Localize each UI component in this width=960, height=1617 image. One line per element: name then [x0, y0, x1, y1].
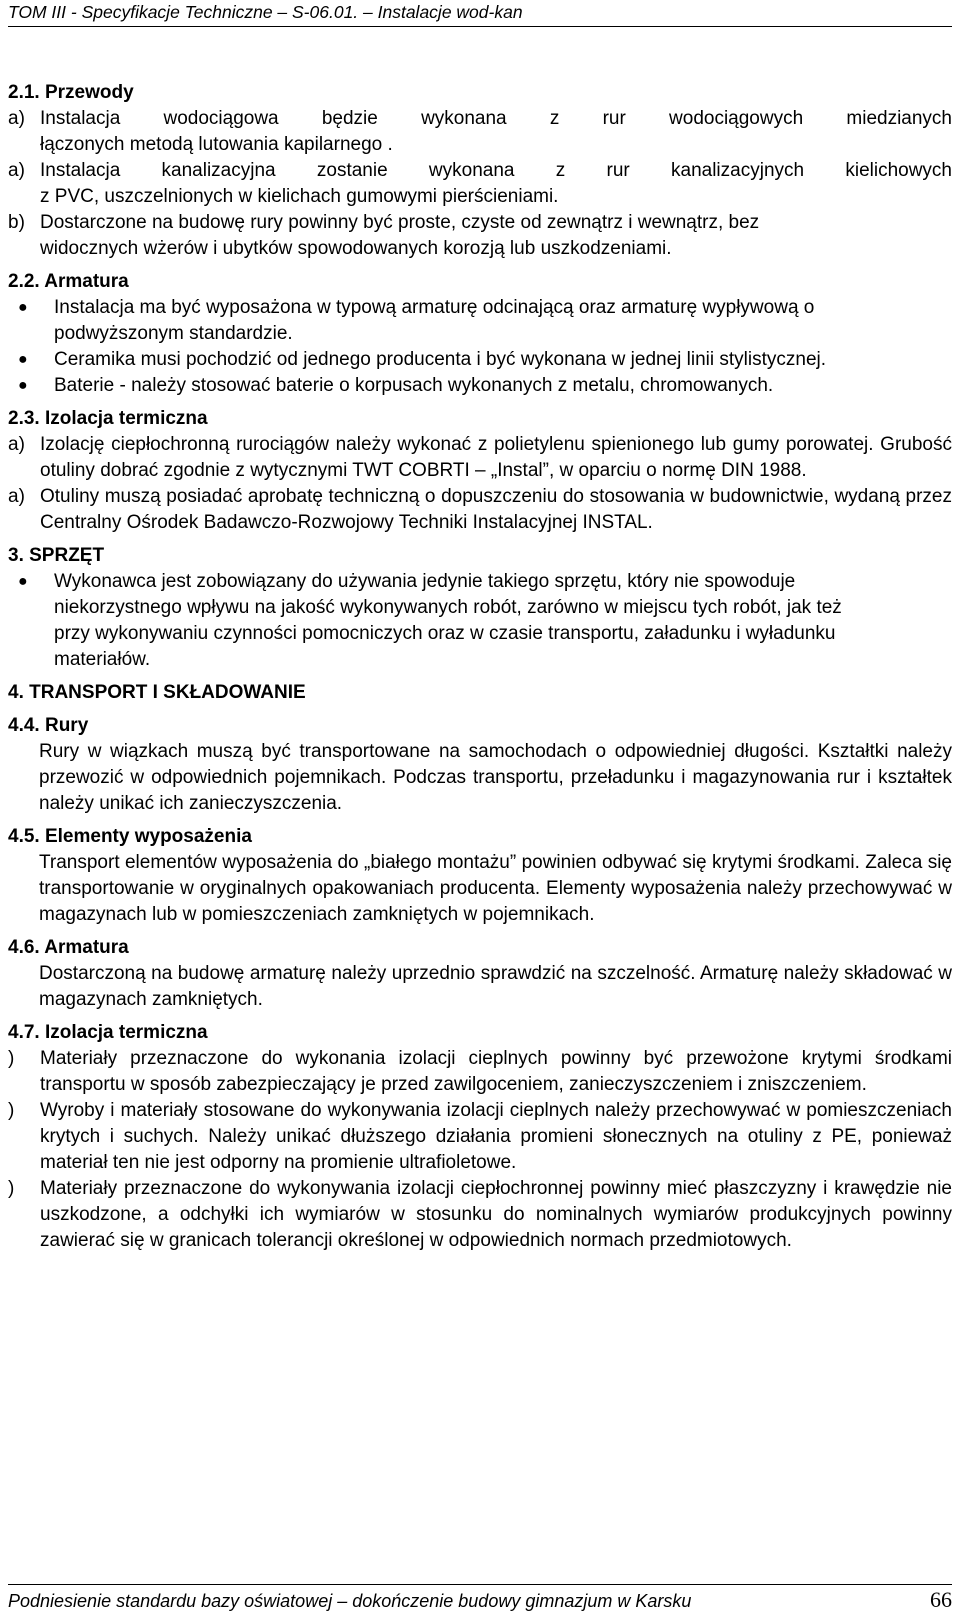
section-heading-3: 3. SPRZĘT — [8, 545, 105, 566]
paragraph: Dostarczoną na budowę armaturę należy uprzednio sprawdzić na szczelność. Armaturę należy składować w magazynach zamkniętych. — [39, 963, 952, 1010]
paragraph: Materiały przeznaczone do wykonywania izolacji ciepłochronnej powinny mieć płaszczyzny i krawędzie nie uszkodzone, a odchyłki ich wymiarów w stosunku do nominalnych wymiarów produkcyjnych powinny zawierać się w granicach tolerancji określonej w odpowiednich normach przedmiotowych. — [40, 1178, 952, 1251]
paragraph: Izolację ciepłochronną rurociągów należy wykonać z polietylenu spienionego lub gumy porowatej. Grubość otuliny dobrać zgodnie z wytycznymi TWT COBRTI – „Instal”, w oparciu o normę DIN 1988. — [40, 434, 952, 481]
paragraph: Materiały przeznaczone do wykonania izolacji cieplnych powinny być przewożone krytymi środkami transportu w sposób zabezpieczający je przed zawilgoceniem, zanieczyszczeniem i zniszczeniem. — [40, 1048, 952, 1095]
paragraph-line: Dostarczone na budowę rury powinny być proste, czyste od zewnątrz i wewnątrz, bez — [40, 212, 760, 233]
section-heading-4-5: 4.5. Elementy wyposażenia — [8, 826, 252, 847]
bullet-text: Ceramika musi pochodzić od jednego producenta i być wykonana w jednej linii stylistycznej. — [54, 349, 827, 370]
paragraph-line: łączonych metodą lutowania kapilarnego . — [40, 134, 393, 155]
page-header: TOM III - Specyfikacje Techniczne – S-06.01. – Instalacje wod-kan — [8, 2, 952, 27]
list-item — [8, 1098, 952, 1176]
list-marker: a) — [8, 108, 25, 129]
bullet-icon: ● — [18, 351, 28, 368]
list-item — [8, 484, 952, 536]
list-marker: ) — [8, 1100, 15, 1121]
bullet-text: Instalacja ma być wyposażona w typową armaturę odcinającą oraz armaturę wypływową o podwyższonym standardzie. — [54, 297, 815, 344]
section-heading-2-2: 2.2. Armatura — [8, 271, 129, 292]
section-heading-2-1: 2.1. Przewody — [8, 82, 134, 103]
section-heading-2-3: 2.3. Izolacja termiczna — [8, 408, 208, 429]
section-heading-4-7: 4.7. Izolacja termiczna — [8, 1022, 208, 1043]
paragraph-line: widocznych wżerów i ubytków spowodowanych korozją lub uszkodzeniami. — [40, 238, 672, 259]
page-number: 66 — [930, 1587, 952, 1612]
list-marker: ) — [8, 1178, 15, 1199]
document-body — [8, 80, 952, 1254]
bullet-item — [15, 347, 952, 373]
list-marker: a) — [8, 434, 25, 455]
bullet-text: Wykonawca jest zobowiązany do używania jedynie takiego sprzętu, który nie spowoduje niekorzystnego wpływu na jakość wykonywanych robót, zarówno w miejscu tych robót, jak też przy wykonywaniu czynności pomocniczych oraz w czasie transportu, załadunku i wyładunku materiałów. — [54, 571, 842, 670]
bullet-text: Baterie - należy stosować baterie o korpusach wykonanych z metalu, chromowanych. — [54, 375, 774, 396]
page-footer — [8, 1584, 952, 1613]
list-marker: ) — [8, 1048, 15, 1069]
bullet-icon: ● — [18, 573, 28, 590]
list-marker: b) — [8, 212, 25, 233]
bullet-icon: ● — [18, 377, 28, 394]
paragraph: Wyroby i materiały stosowane do wykonywania izolacji cieplnych należy przechowywać w pomieszczeniach krytych i suchych. Należy unikać dłuższego działania promieni słonecznych na otuliny z PE, ponieważ materiał ten nie jest odporny na promienie ultrafioletowe. — [40, 1100, 952, 1173]
bullet-item — [15, 295, 952, 347]
list-item — [8, 210, 952, 262]
bullet-item — [15, 373, 952, 399]
list-item — [8, 1176, 952, 1254]
section-heading-4-4: 4.4. Rury — [8, 715, 89, 736]
list-item — [8, 106, 952, 158]
paragraph: Rury w wiązkach muszą być transportowane na samochodach o odpowiedniej długości. Kształtki należy przewozić w odpowiednich pojemnikach. Podczas transportu, przeładunku i magazynowania rur i kształtek należy unikać ich zanieczyszczenia. — [39, 741, 952, 814]
section-heading-4-6: 4.6. Armatura — [8, 937, 129, 958]
list-item — [8, 158, 952, 210]
paragraph-line: Instalacja wodociągowa będzie wykonana z rur wodociągowych miedzianych — [40, 108, 952, 129]
list-marker: a) — [8, 160, 25, 181]
bullet-item — [15, 569, 952, 673]
paragraph-line: z PVC, uszczelnionych w kielichach gumowymi pierścieniami. — [40, 186, 559, 207]
paragraph: Transport elementów wyposażenia do „białego montażu” powinien odbywać się krytymi środkami. Zaleca się transportowanie w oryginalnych opakowaniach producenta. Elementy wyposażenia należy przechowywać w magazynach lub w pomieszczeniach zamkniętych w pojemnikach. — [39, 852, 952, 925]
paragraph-line: Instalacja kanalizacyjna zostanie wykonana z rur kanalizacyjnych kielichowych — [40, 160, 952, 181]
list-item — [8, 1046, 952, 1098]
paragraph: Otuliny muszą posiadać aprobatę techniczną o dopuszczeniu do stosowania w budownictwie, wydaną przez Centralny Ośrodek Badawczo-Rozwojowy Techniki Instalacyjnej INSTAL. — [40, 486, 952, 533]
section-heading-4: 4. TRANSPORT I SKŁADOWANIE — [8, 682, 306, 703]
bullet-icon: ● — [18, 299, 28, 316]
list-marker: a) — [8, 486, 25, 507]
footer-text: Podniesienie standardu bazy oświatowej – dokończenie budowy gimnazjum w Karsku — [8, 1591, 692, 1611]
list-item — [8, 432, 952, 484]
